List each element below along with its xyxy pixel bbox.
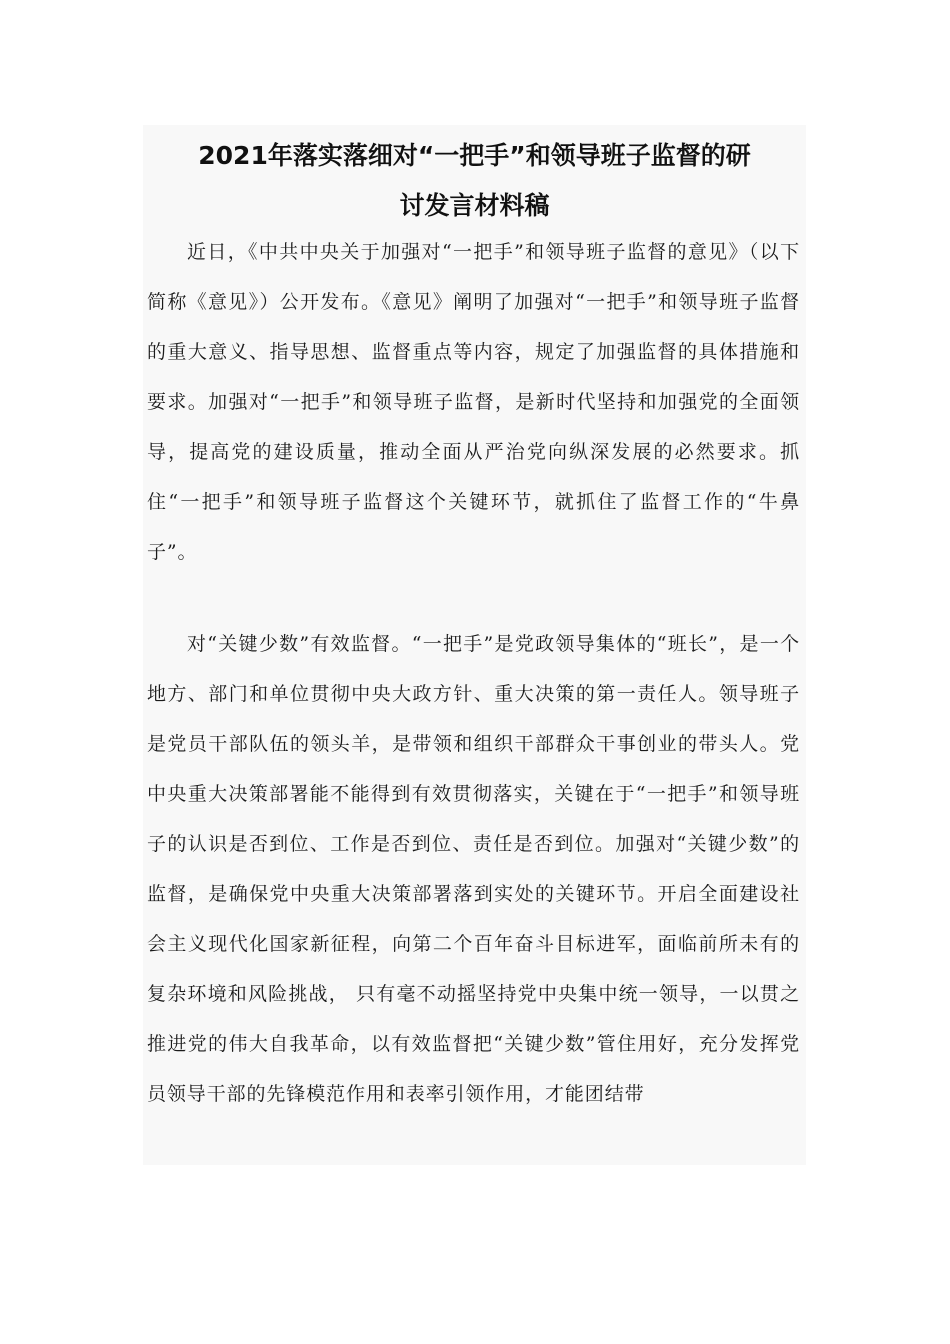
document-body: [143, 125, 806, 1165]
paragraph-2: 对“关键少数”有效监督。“一把手”是党政领导集体的“班长”，是一个地方、部门和单位贯彻中央大政方针、重大决策的第一责任人。领导班子是党员干部队伍的领头羊，是带领和组织干部群众干事创业的带头人。党中央重大决策部署能不能得到有效贯彻落实，关键在于“一把手”和领导班子的认识是否到位、工作是否到位、责任是否到位。加强对“关键少数”的监督，是确保党中央重大决策部署落到实处的关键环节。开启全面建设社会主义现代化国家新征程，向第二个百年奋斗目标进军，面临前所未有的复杂环境和风险挑战， 只有毫不动摇坚持党中央集中统一领导，一以贯之推进党的伟大自我革命，以有效监督把“关键少数”管住用好，充分发挥党员领导干部的先锋模范作用和表率引领作用，才能团结带: [147, 633, 800, 1105]
title-line-2: 讨发言材料稿: [399, 191, 550, 220]
title-line-1: 2021年落实落细对“一把手”和领导班子监督的研: [198, 141, 751, 170]
paragraph-1: 近日，《中共中央关于加强对“一把手”和领导班子监督的意见》（以下简称《意见》）公开发布。《意见》阐明了加强对“一把手”和领导班子监督的重大意义、指导思想、监督重点等内容，规定了加强监督的具体措施和要求。加强对“一把手”和领导班子监督，是新时代坚持和加强党的全面领导，提高党的建设质量，推动全面从严治党向纵深发展的必然要求。抓住“一把手”和领导班子监督这个关键环节，就抓住了监督工作的“牛鼻子”。: [147, 241, 800, 563]
